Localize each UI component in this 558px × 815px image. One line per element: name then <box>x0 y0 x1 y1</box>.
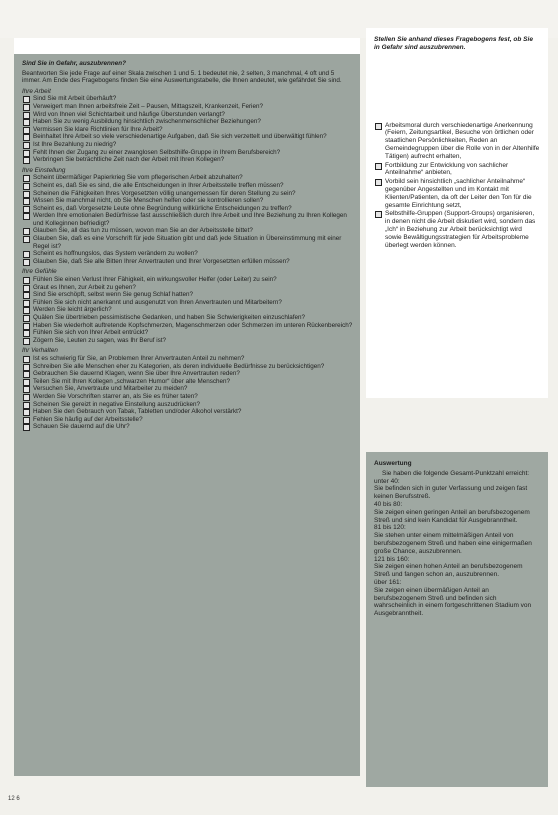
evaluation-intro: Sie haben die folgende Gesamt-Punktzahl erreicht: <box>382 469 530 477</box>
question-item[interactable]: Scheint es hoffnungslos, das System verändern zu wollen? <box>22 250 354 258</box>
checkbox[interactable] <box>23 213 30 220</box>
score-text: Sie zeigen einen geringen Anteil an berufsbezogenem Streß und sind kein Kandidat für Ausgebranntheit. <box>374 508 530 524</box>
score-text: Sie zeigen einen hohen Anteil an berufsbezogenem Streß und fangen schon an, auszubrennen. <box>374 563 523 579</box>
evaluation-box <box>366 452 548 787</box>
score-range: 121 bis 160: <box>374 555 410 563</box>
question-item[interactable]: Verweigert man Ihnen arbeitsfreie Zeit – Pausen, Mittagszeit, Krankenzeit, Ferien? <box>22 103 354 111</box>
checkbox[interactable] <box>23 338 30 345</box>
section-list-verhalten <box>22 355 354 431</box>
question-item[interactable]: Quälen Sie übertrieben pessimistische Gedanken, und haben Sie Schwierigkeiten einzuschlafen? <box>22 314 354 322</box>
question-item[interactable]: Scheint übermäßiger Papierkrieg Sie vom pflegerischen Arbeit abzuhalten? <box>22 174 354 182</box>
questionnaire-intro: Beantworten Sie jede Frage auf einer Skala zwischen 1 und 5. 1 bedeutet nie, 2 selten, 3 manchmal, 4 oft und 5 immer. Am Ende des Fragebogens finden Sie eine Auswertungstabelle, die Ihnen andeutet, wie gefährdet Sie sind. <box>22 69 342 85</box>
question-item[interactable]: Ist es schwierig für Sie, an Problemen Ihrer Anvertrauten Anteil zu nehmen? <box>22 355 354 363</box>
checkbox[interactable] <box>23 236 30 243</box>
score-text: Sie zeigen einen übermäßigen Anteil an berufsbezogenem Streß und befinden sich wahrscheinlich in einem fortgeschrittenen Stadium von Ausgebranntheit. <box>374 586 532 618</box>
question-item[interactable]: Haben Sie zu wenig Ausbildung hinsichtlich zwischenmenschlicher Beziehungen? <box>22 118 354 126</box>
question-item[interactable]: Schreiben Sie alle Menschen eher zu Kategorien, als deren individuelle Bedürfnisse zu berücksichtigen? <box>22 363 354 371</box>
question-item[interactable]: Werden Sie leicht ärgerlich? <box>22 306 354 314</box>
section-list-gefuehle <box>22 276 354 344</box>
question-item[interactable]: Beinhaltet Ihre Arbeit so viele verschiedenartige Aufgaben, daß Sie sich verzettelt und überwältigt fühlen? <box>22 133 354 141</box>
question-item[interactable]: Zögern Sie, Leuten zu sagen, was Ihr Beruf ist? <box>22 337 354 345</box>
score-text: Sie stehen unter einem mittelmäßigen Anteil von berufsbezogenem Streß und haben eine einigermaßen große Chance, auszubrennen. <box>374 532 532 555</box>
question-item[interactable]: Scheint es, daß Vorgesetzte Leute ohne Begründung willkürliche Entscheidungen zu treffen? <box>22 205 354 213</box>
question-item[interactable]: Schauen Sie dauernd auf die Uhr? <box>22 423 354 431</box>
recommendation-list <box>374 122 540 250</box>
question-item[interactable]: Werden Ihre emotionalen Bedürfnisse fast ausschließlich durch Ihre Arbeit und Ihre Beziehung zu Ihren Kollegen und Kolleginnen befriedigt? <box>22 212 354 227</box>
question-item[interactable]: Teilen Sie mit Ihren Kollegen „schwarzen Humor“ über alte Menschen? <box>22 378 354 386</box>
question-item[interactable]: Wird von Ihnen viel Schichtarbeit und häufige Überstunden verlangt? <box>22 111 354 119</box>
question-item[interactable]: Wissen Sie manchmal nicht, ob Sie Menschen helfen oder sie kontrollieren sollen? <box>22 197 354 205</box>
score-text: Sie befinden sich in guter Verfassung und zeigen fast keinen Berufsstreß. <box>374 485 528 501</box>
checkbox[interactable] <box>23 424 30 431</box>
instruction-heading: Stellen Sie anhand dieses Fragebogens fest, ob Sie in Gefahr sind auszubrennen. <box>374 36 533 51</box>
question-item[interactable]: Scheinen Sie gereizt in negative Einstellung auszudrücken? <box>22 401 354 409</box>
checkbox[interactable] <box>23 157 30 164</box>
question-item[interactable]: Haben Sie den Gebrauch von Tabak, Tabletten und/oder Alkohol verstärkt? <box>22 408 354 416</box>
question-item[interactable]: Fühlen Sie sich nicht anerkannt und ausgenutzt von Ihren Anvertrauten und Mitarbeitern? <box>22 299 354 307</box>
recommendation-item: Selbsthilfe-Gruppen (Support-Groups) organisieren, in denen nicht die Arbeit diskutiert wird, sondern das „Ich“ in Beziehung zur Arbeit berücksichtigt wird sowie Bewältigungsstrategien für Arbeitsprobleme überlegt werden können. <box>374 210 540 249</box>
question-item[interactable]: Graut es Ihnen, zur Arbeit zu gehen? <box>22 284 354 292</box>
score-range: 81 bis 120: <box>374 524 406 532</box>
recommendation-item: Vorbild sein hinsichtlich „sachlicher Anteilnahme“ gegenüber Angestellten und im Kontakt mit Klienten/Patienten, da oft der Leiter den Ton für die gesamte Einrichtung setzt, <box>374 178 540 209</box>
checkbox[interactable] <box>375 163 382 170</box>
section-list-einstellung <box>22 174 354 265</box>
question-item[interactable]: Scheinen die Fähigkeiten Ihres Vorgesetzten völlig unangemessen für deren Stellung zu sein? <box>22 190 354 198</box>
question-item[interactable]: Haben Sie wiederholt auftretende Kopfschmerzen, Magenschmerzen oder Schmerzen im unteren Rückenbereich? <box>22 322 354 330</box>
section-heading-arbeit: Ihre Arbeit <box>22 87 51 95</box>
question-item[interactable]: Sind Sie erschöpft, selbst wenn Sie genug Schlaf hatten? <box>22 291 354 299</box>
section-heading-verhalten: Ihr Verhalten <box>22 347 58 355</box>
question-item[interactable]: Scheint es, daß Sie es sind, die alle Entscheidungen in Ihrer Arbeitsstelle treffen müssen? <box>22 182 354 190</box>
questionnaire-box <box>14 54 360 776</box>
section-list-arbeit <box>22 95 354 163</box>
score-range: 40 bis 80: <box>374 500 403 508</box>
recommendation-item: Fortbildung zur Entwicklung von sachlicher Anteilnahme“ anbieten, <box>374 162 540 178</box>
recommendations-box <box>366 28 548 398</box>
page-number: 12 6 <box>8 796 20 802</box>
question-item[interactable]: Fühlen Sie einen Verlust Ihrer Fähigkeit, ein wirkungsvoller Helfer (oder Leiter) zu sein? <box>22 276 354 284</box>
checkbox[interactable] <box>23 259 30 266</box>
question-item[interactable]: Versuchen Sie, Anvertraute und Mitarbeiter zu meiden? <box>22 385 354 393</box>
checkbox[interactable] <box>375 123 382 130</box>
left-box-top-strip <box>14 38 360 54</box>
question-item[interactable]: Glauben Sie, daß es eine Vorschrift für jede Situation gibt und daß jede Situation in Übereinstimmung mit einer Regel ist? <box>22 235 354 250</box>
question-item[interactable]: Glauben Sie, all das tun zu müssen, wovon man Sie an der Arbeitsstelle bittet? <box>22 227 354 235</box>
checkbox[interactable] <box>375 211 382 218</box>
question-item[interactable]: Glauben Sie, daß Sie alle Bitten Ihrer Anvertrauten und Ihrer Vorgesetzten erfüllen müssen? <box>22 258 354 266</box>
question-item[interactable]: Sind Sie mit Arbeit überhäuft? <box>22 95 354 103</box>
question-item[interactable]: Fehlen Sie häufig auf der Arbeitsstelle? <box>22 416 354 424</box>
question-item[interactable]: Ist Ihre Bezahlung zu niedrig? <box>22 141 354 149</box>
score-range: unter 40: <box>374 477 400 485</box>
score-range: über 161: <box>374 578 402 586</box>
evaluation-title: Auswertung <box>374 460 412 467</box>
question-item[interactable]: Gebrauchen Sie dauernd Klagen, wenn Sie über Ihre Anvertrauten reden? <box>22 370 354 378</box>
recommendation-item: Arbeitsmoral durch verschiedenartige Anerkennung (Feiern, Zeitungsartikel, Besuche von örtlichen oder staatlichen Persönlichkeiten, Reden an Gemeindegruppen über die Rolle von in der Altenhilfe Tätigen) aufrecht erhalten, <box>374 122 540 161</box>
question-item[interactable]: Verbringen Sie beträchtliche Zeit nach der Arbeit mit Ihren Kollegen? <box>22 156 354 164</box>
checkbox[interactable] <box>375 179 382 186</box>
section-heading-einstellung: Ihre Einstellung <box>22 166 66 174</box>
questionnaire-title: Sind Sie in Gefahr, auszubrennen? <box>22 60 126 67</box>
question-item[interactable]: Fehlt Ihnen der Zugang zu einer zwanglosen Selbsthilfe-Gruppe in Ihrem Berufsbereich? <box>22 149 354 157</box>
question-item[interactable]: Fühlen Sie sich von Ihrer Arbeit entrückt? <box>22 329 354 337</box>
section-heading-gefuehle: Ihre Gefühle <box>22 268 57 276</box>
question-item[interactable]: Vermissen Sie klare Richtlinien für Ihre Arbeit? <box>22 126 354 134</box>
question-item[interactable]: Werden Sie Vorschriften starrer an, als Sie es früher taten? <box>22 393 354 401</box>
